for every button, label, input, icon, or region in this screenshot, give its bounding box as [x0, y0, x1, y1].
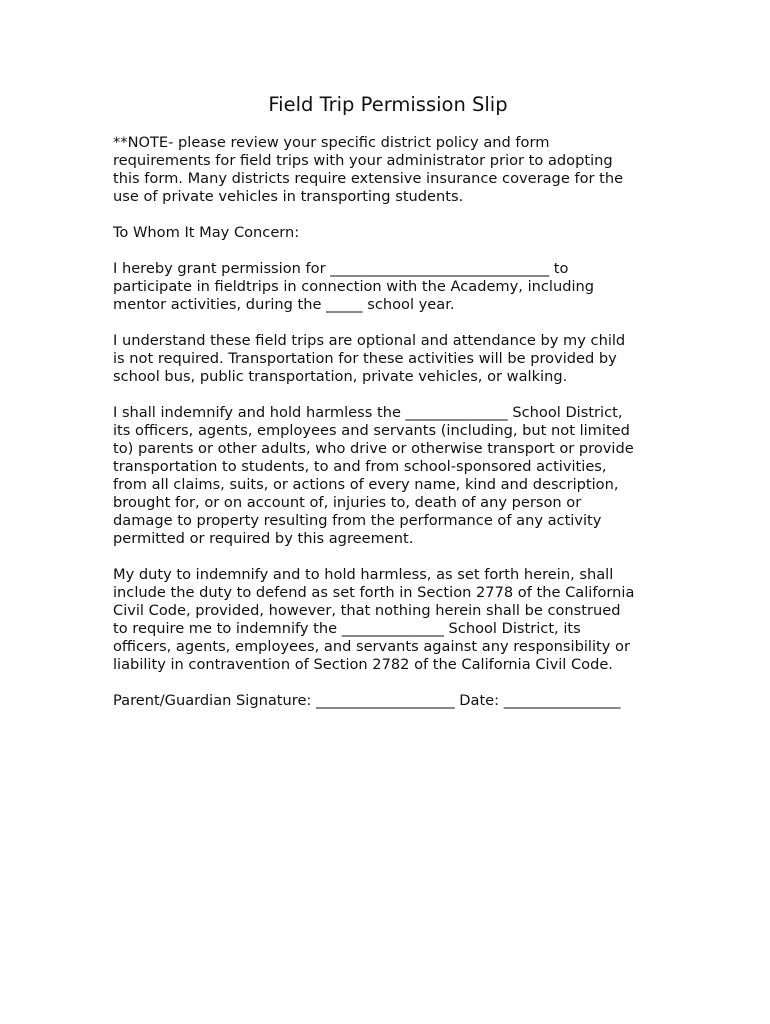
text-line: this form. Many districts require extensive insurance coverage for the [113, 170, 624, 187]
text-line: from all claims, suits, or actions of every name, kind and description, [113, 476, 619, 493]
optional-attendance-paragraph [113, 332, 658, 386]
text-line: My duty to indemnify and to hold harmless, as set forth herein, shall [113, 566, 614, 583]
text-line: brought for, or on account of, injuries to, death of any person or [113, 494, 582, 511]
text-line: I hereby grant permission for ______________________________ to [113, 260, 569, 277]
text-line: officers, agents, employees, and servants against any responsibility or [113, 638, 630, 655]
text-line: to require me to indemnify the ______________ School District, its [113, 620, 581, 637]
text-line: liability in contravention of Section 2782 of the California Civil Code. [113, 656, 613, 673]
text-line: To Whom It May Concern: [113, 224, 300, 241]
text-line: Parent/Guardian Signature: ___________________ Date: ________________ [113, 692, 621, 709]
text-line: mentor activities, during the _____ school year. [113, 296, 455, 313]
text-line: transportation to students, to and from school-sponsored activities, [113, 458, 607, 475]
text-line: use of private vehicles in transporting students. [113, 188, 464, 205]
text-line: permitted or required by this agreement. [113, 530, 414, 547]
text-line: requirements for field trips with your administrator prior to adopting [113, 152, 613, 169]
text-line: is not required. Transportation for these activities will be provided by [113, 350, 617, 367]
text-line: damage to property resulting from the performance of any activity [113, 512, 602, 529]
text-line: its officers, agents, employees and servants (including, but not limited [113, 422, 630, 439]
document-title: Field Trip Permission Slip [268, 93, 508, 116]
text-line: I shall indemnify and hold harmless the ______________ School District, [113, 404, 623, 421]
text-line: **NOTE- please review your specific district policy and form [113, 134, 550, 151]
document-page [113, 92, 658, 728]
text-line: to) parents or other adults, who drive or otherwise transport or provide [113, 440, 634, 457]
text-line: school bus, public transportation, private vehicles, or walking. [113, 368, 568, 385]
text-line: I understand these field trips are optional and attendance by my child [113, 332, 626, 349]
salutation [113, 224, 658, 242]
text-line: include the duty to defend as set forth in Section 2778 of the California [113, 584, 635, 601]
signature-line [113, 692, 658, 710]
permission-paragraph [113, 260, 658, 314]
text-line: participate in fieldtrips in connection with the Academy, including [113, 278, 595, 295]
indemnify-paragraph [113, 404, 658, 548]
duty-paragraph [113, 566, 658, 674]
note-paragraph [113, 134, 658, 206]
text-line: Civil Code, provided, however, that nothing herein shall be construed [113, 602, 621, 619]
